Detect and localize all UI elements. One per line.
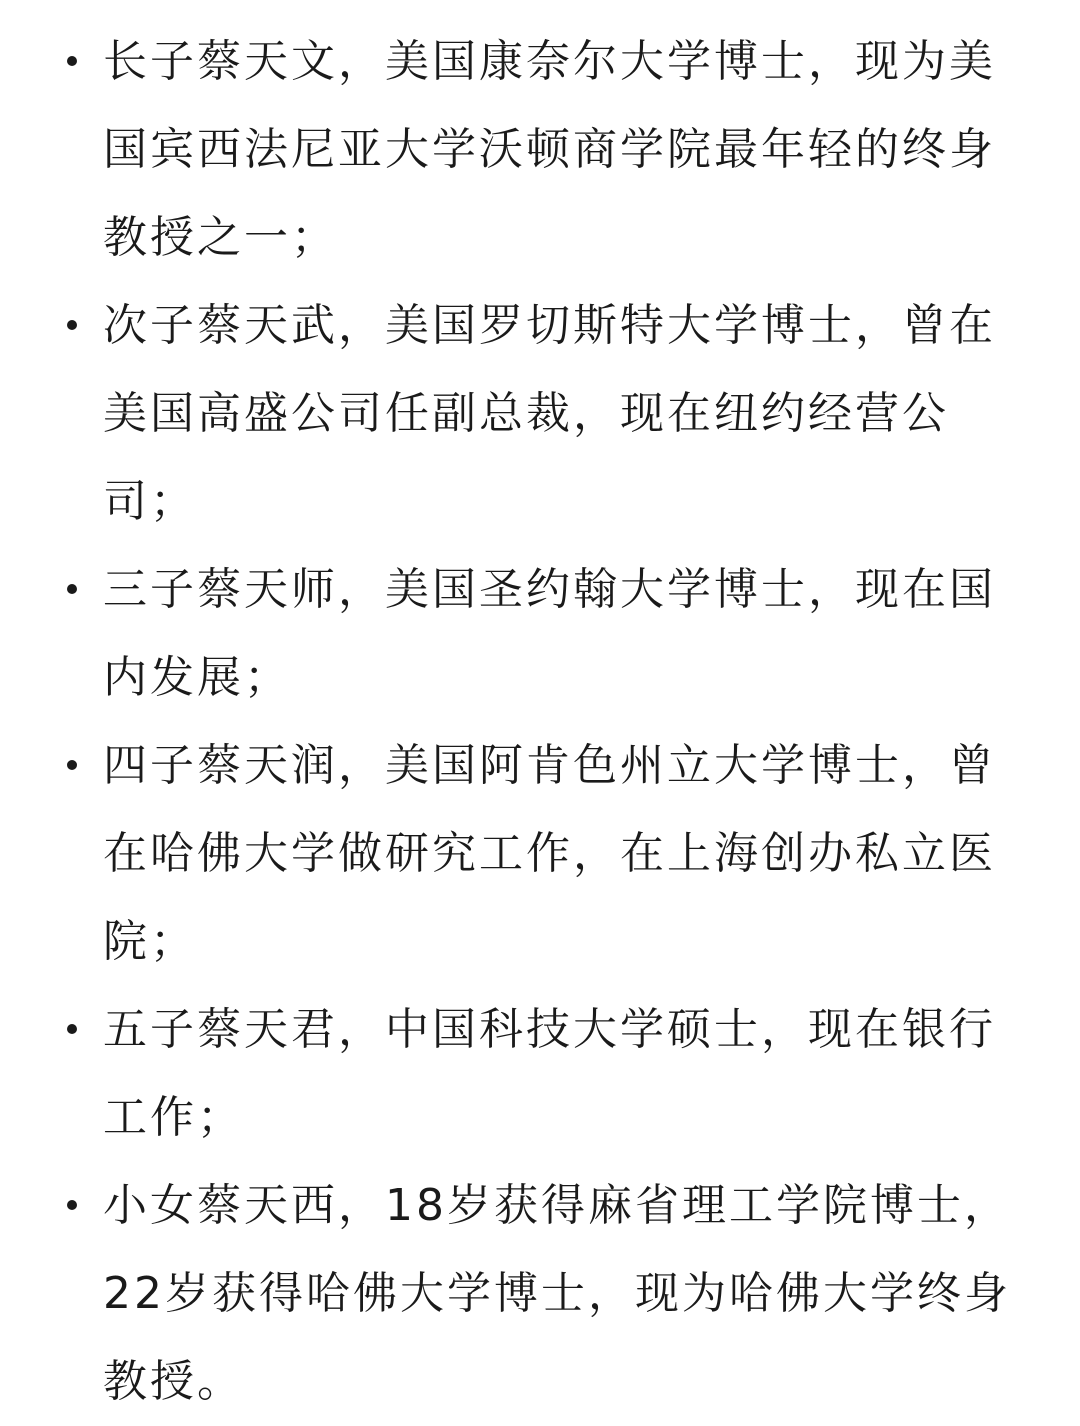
list-item [0,282,1033,546]
list-item-text: 三子蔡天师，美国圣约翰大学博士，现在国内发展； [103,564,996,703]
children-list [0,18,1080,1426]
list-item [0,18,1033,282]
list-item-text: 次子蔡天武，美国罗切斯特大学博士，曾在美国高盛公司任副总裁，现在纽约经营公司； [103,300,996,527]
list-item [0,546,1033,722]
bullet-icon [67,1200,77,1210]
bullet-icon [67,1024,77,1034]
list-item [0,1162,1033,1426]
list-item-text: 长子蔡天文，美国康奈尔大学博士，现为美国宾西法尼亚大学沃顿商学院最年轻的终身教授之一； [103,36,996,263]
list-item-text: 小女蔡天西，18岁获得麻省理工学院博士，22岁获得哈佛大学博士，现为哈佛大学终身教授。 [103,1180,1011,1407]
bullet-icon [67,56,77,66]
list-item [0,986,1033,1162]
bullet-icon [67,320,77,330]
bullet-icon [67,584,77,594]
bullet-icon [67,760,77,770]
list-item-text: 五子蔡天君，中国科技大学硕士，现在银行工作； [103,1004,996,1143]
list-item [0,722,1033,986]
list-item-text: 四子蔡天润，美国阿肯色州立大学博士，曾在哈佛大学做研究工作，在上海创办私立医院； [103,740,996,967]
